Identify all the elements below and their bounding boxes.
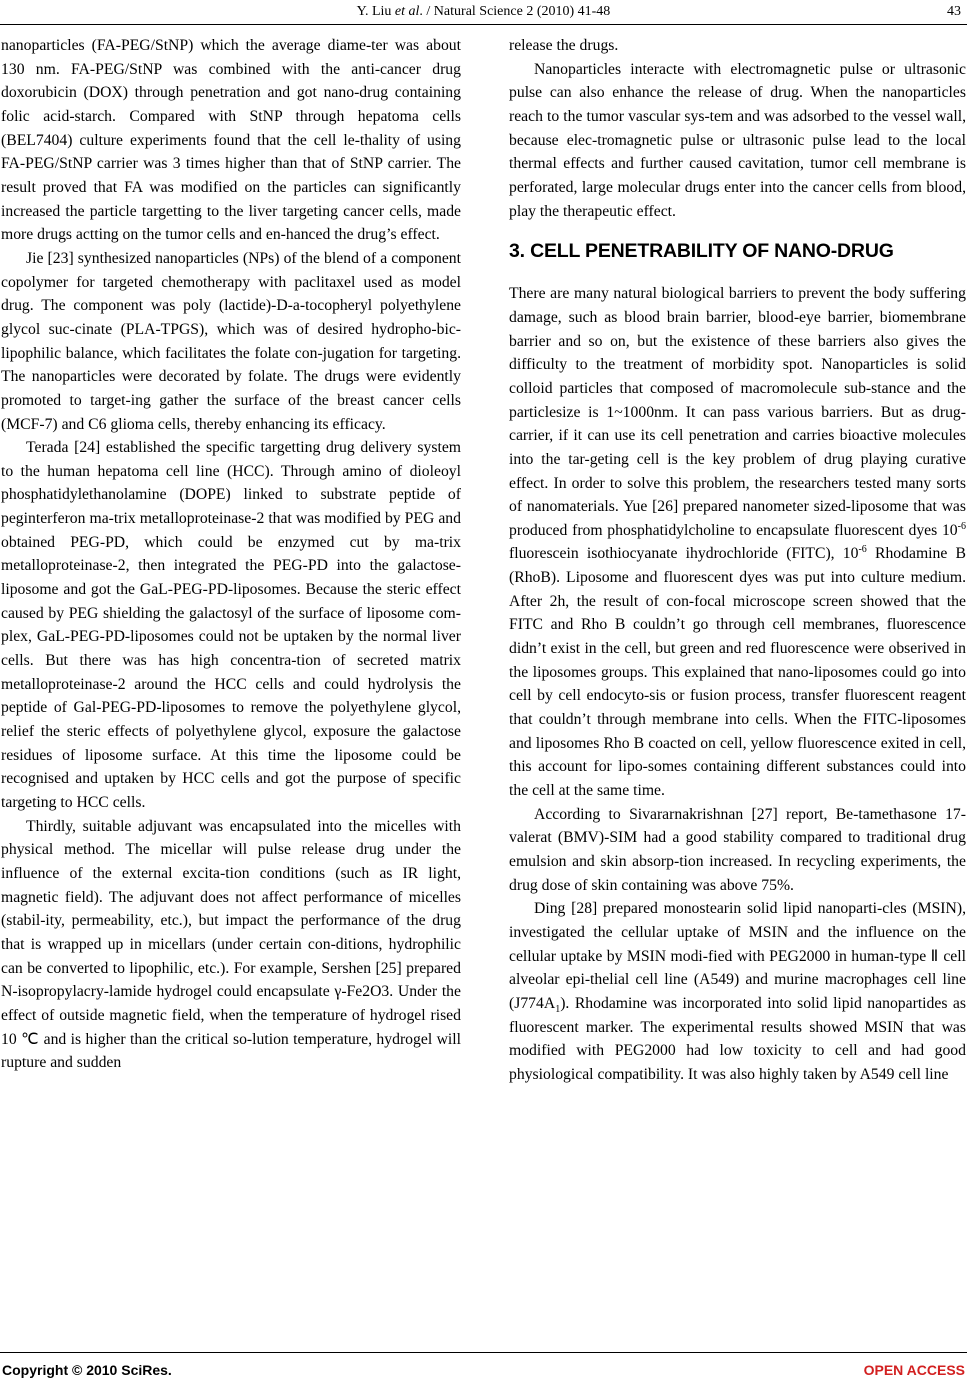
paragraph: Thirdly, suitable adjuvant was encapsulated into the micelles with physical method. The micellar will pulse release drug under the influence of the external excita-tion conditions (such as IR light, magnetic field). The adjuvant does not affect performance of micelles (stabil-ity, permeability, etc.), but impact the performance of the drug that is wrapped up in micellars (under certain con-ditions, hydrophilic can be converted to lipophilic, etc.). For example, Sershen [25] prepared N-isopropylacry-lamide hydrogel could encapsulate γ-Fe2O3. Under the effect of outside magnetic field, when the temperature of hydrogel rised 10 ℃ and is higher than the critical so-lution temperature, hydrogel will rupture and sudden bbox=[1, 817, 461, 1072]
left-column bbox=[1, 34, 461, 1075]
paragraph: There are many natural biological barriers to prevent the body suffering damage, such as blood brain barrier, blood-eye barrier, biomembrane barrier and so on, but the existence of these barriers also gives the difficulty to the treatment of morbidity spot. Nanoparticles is solid colloid particles that composed of macromolecule sub-stance and the particlesize is 1~1000nm. It can pass various barriers. But as drug-carrier, if it can use its cell penetration and carries bioactive molecules into the tar-geting cell is the key problem of drug playing curative effect. In order to solve this problem, the researchers tested many sorts of nanomaterials. Yue [26] prepared nanometer sized-liposome that was produced from phosphatidylcholine to encapsulate fluorescent dyes $10^{-6}$ fluorescein isothiocyanate ihydrochloride (FITC), $10^{-6}$ Rhodamine B (RhoB). Liposome and fluorescent dyes was put into culture medium. After 2h, the result of con-focal microscope screen showed that the FITC and Rho B couldn’t go through cell membranes, fluorescence didn’t exist in the cell, but green and red fluorescence were obserived in the liposomes groups. This explained that nano-liposomes could go into cell by cell endocyto-sis or fusion process, transfer fluorescent reagent that couldn’t through membrane into cells. When the FITC-liposomes and liposomes Rho B coacted on cell, yellow fluorescence exited in cell, this account for lipo-somes containing different substances could into the cell at the same time. bbox=[509, 285, 966, 800]
paragraph: Ding [28] prepared monostearin solid lipid nanoparti-cles (MSIN), investigated the cellular uptake of MSIN and the influence on the cellular uptake by MSIN modi-fied with PEG2000 in human-type Ⅱ cell alveolar epi-thelial cell line (A549) and murine macrophages cell line $(J774A_1)$. Rhodamine was incorporated into solid lipid nanopartides as fluorescent marker. The experimental results showed MSIN that was modified with PEG2000 had low toxicity to cell and had good physiological compatibility. It was also highly taken by A549 cell line bbox=[509, 900, 966, 1083]
right-column bbox=[509, 34, 966, 1087]
page-number: 43 bbox=[947, 4, 961, 19]
et-al: et al bbox=[394, 4, 420, 19]
open-access-label: OPEN ACCESS bbox=[863, 1362, 965, 1378]
footer-rule bbox=[0, 1352, 967, 1353]
paragraph: Terada [24] established the specific targetting drug delivery system to the human hepatoma cell line (HCC). Through amino of dioleoyl phosphatidylethanolamine (DOPE) linked to substrate peptide of peginterferon ma-trix metalloproteinase-2 that was modified by PEG and obtained PEG-PD, which could be enzymed cut by ma-trix metalloproteinase-2, then integrated the PEG-PD into the galactose-liposome and got the GaL-PEG-PD-liposomes. Because the steric effect caused by PEG shielding the galactosyl of the surface of liposome com-plex, GaL-PEG-PD-liposomes could not be uptaken by the normal liver cells. But there was has high concentra-tion of secreted matrix metalloproteinase-2 around the HCC cells and could hydrolysis the peptide of Gal-PEG-PD-liposomes to remove the polyethylene glycol, relief the steric effects of polyethylene glycol, exposure the galactose residues of liposome surface. At this time the liposome could be recognised and uptaken by HCC cells and got the purpose of specific targeting to HCC cells. bbox=[1, 439, 461, 811]
running-header bbox=[0, 2, 967, 24]
running-title: Y. Liu et al. / Natural Science 2 (2010) 41-48 bbox=[356, 4, 611, 19]
paragraph: nanoparticles (FA-PEG/StNP) which the average diame-ter was about 130 nm. FA-PEG/StNP was combined with the anti-cancer drug doxorubicin (DOX) through penetration and got nano-drug containing folic acid-starch. Compared with StNP through hepatoma cells (BEL7404) culture experiments found that the cell le-thality of using FA-PEG/StNP carrier was 3 times higher than that of StNP carrier. The result proved that FA was modified on the particles can significantly increased the particle targetting to the liver targeting cancer cells, made more drugs actting on the tumor cells and en-hanced the drug’s effect. bbox=[1, 37, 461, 244]
paragraph: According to Sivararnakrishnan [27] report, Be-tamethasone 17-valerat (BMV)-SIM had a good stability compared to traditional drug emulsion and skin absorp-tion increased. In recycling experiments, the drug dose of skin containing was above 75%. bbox=[509, 805, 966, 894]
section-heading: 3. CELL PENETRABILITY OF NANO-DRUG bbox=[509, 240, 894, 263]
paragraph: release the drugs. bbox=[509, 37, 619, 54]
paragraph: Nanoparticles interacte with electromagnetic pulse or ultrasonic pulse can also enhance the release of drug. When the nanoparticles reach to the tumor vascular sys-tem and was adsorbed to the vessel wall, because elec-tromagnetic pulse or ultrasonic pulse lead to the local thermal effects and further caused cavitation, tumor cell membrane is perforated, large molecular drugs enter into the cancer cells from blood, play the therapeutic effect. bbox=[509, 60, 966, 220]
copyright: Copyright © 2010 SciRes. bbox=[2, 1362, 172, 1378]
paragraph: Jie [23] synthesized nanoparticles (NPs) of the blend of a component copolymer for targeted chemotherapy with paclitaxel used as model drug. The component was poly (lactide)-D-a-tocopheryl polyethylene glycol suc-cinate (PLA-TPGS), which was of desired hydropho-bic-lipophilic balance, which facilitates the folate con-jugation for targeting. The nanoparticles were decorated by folate. The drugs were evidently promoted to target-ing gather the surface of the breast cancer cells (MCF-7) and C6 glioma cells, thereby enhancing its efficacy. bbox=[1, 249, 461, 433]
page-footer bbox=[0, 1362, 967, 1382]
header-rule bbox=[0, 24, 967, 25]
